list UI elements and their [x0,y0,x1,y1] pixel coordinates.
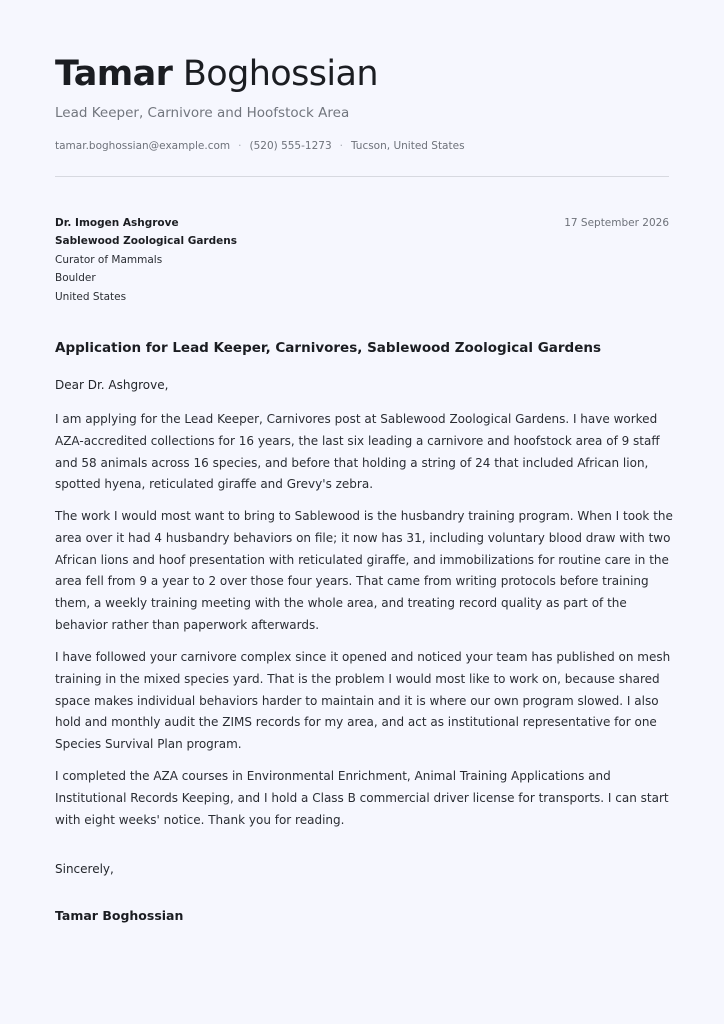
contact-separator: · [238,140,242,152]
applicant-headline: Lead Keeper, Carnivore and Hoofstock Area [55,105,350,121]
contact-separator: · [339,140,343,152]
recipient-organization: Sablewood Zoological Gardens [55,235,237,248]
last-name: Boghossian [182,54,378,94]
body-paragraph: I completed the AZA courses in Environmental Enrichment, Animal Training Applications and Institutional Records Keeping, and I hold a Class B commercial driver license for transports. I can start with eight weeks' notice. Thank you for reading. [55,769,669,827]
recipient-title: Curator of Mammals [55,253,163,266]
recipient-block [55,214,237,306]
signature: Tamar Boghossian [55,908,184,923]
recipient-name: Dr. Imogen Ashgrove [55,217,179,229]
recipient-city: Boulder [55,272,96,285]
contact-line [55,138,465,154]
body-paragraph: The work I would most want to bring to Sablewood is the husbandry training program. When I took the area over it had 4 husbandry behaviors on file; it now has 31, including voluntary blood draw with two African lions and hoof presentation with reticulated giraffe, and immobilizations for routine care in the area fell from 9 a year to 2 over those four years. That came from writing protocols before training them, a weekly training meeting with the whole area, and treating record quality as part of the behavior rather than paperwork afterwards. [55,509,673,632]
phone-number: (520) 555-1273 [249,140,332,152]
body-paragraph: I have followed your carnivore complex since it opened and noticed your team has published on mesh training in the mixed species yard. That is the problem I would most like to work on, because shared space makes individual behaviors harder to maintain and it is where our own program slowed. I also hold and monthly audit the ZIMS records for my area, and act as institutional representative for one Species Survival Plan program. [55,650,671,752]
body-paragraph: I am applying for the Lead Keeper, Carnivores post at Sablewood Zoological Gardens. I have worked AZA-accredited collections for 16 years, the last six leading a carnivore and hoofstock area of 9 staff and 58 animals across 16 species, and before that holding a string of 24 that included African lion, spotted hyena, reticulated giraffe and Grevy's zebra. [55,412,660,492]
closing: Sincerely, [55,862,114,876]
first-name: Tamar [55,54,173,94]
location: Tucson, United States [350,140,465,152]
email-link[interactable]: tamar.boghossian@example.com [55,140,231,152]
recipient-country: United States [55,290,127,303]
letter-date: 17 September 2026 [564,217,669,229]
header-divider [55,176,669,177]
salutation: Dear Dr. Ashgrove, [55,378,169,392]
applicant-name [55,52,378,96]
letter-subject: Application for Lead Keeper, Carnivores, Sablewood Zoological Gardens [55,340,602,356]
